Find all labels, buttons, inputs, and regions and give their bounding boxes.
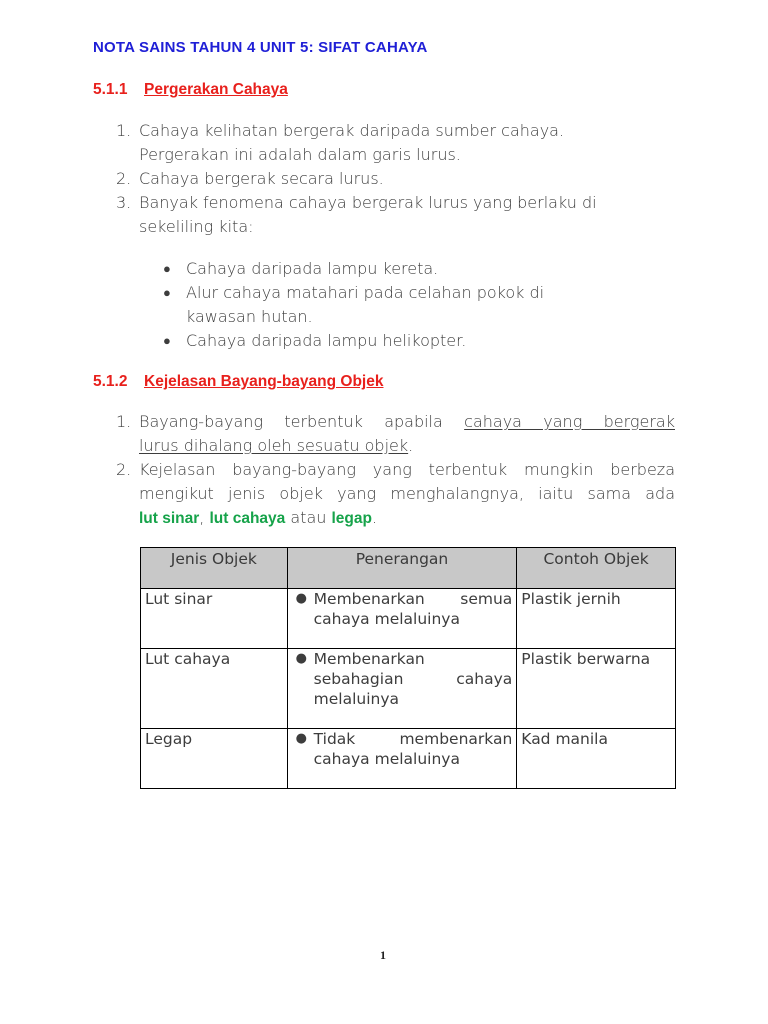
bullet-text: Cahaya daripada lampu kereta. [186,259,439,278]
separator: , [199,508,210,527]
bullet-icon: ● [163,262,171,277]
text-underlined: cahaya yang bergerak [464,412,675,431]
desc-line: cahaya melaluinya [313,610,460,628]
document-title: NOTA SAINS TAHUN 4 UNIT 5: SIFAT CAHAYA [93,39,428,56]
term-lut-sinar: lut sinar [139,510,200,527]
desc-line: sebahagian cahaya [313,670,513,688]
bullet-icon: ● [295,591,307,606]
bullet-icon: ● [163,334,171,349]
text-plain: . [408,436,414,455]
cell-type: Lut sinar [141,589,288,649]
desc-line: Membenarkan [313,650,425,668]
section-title: Pergerakan Cahaya [144,81,288,98]
column-header: Penerangan [287,548,517,589]
list-number: 1. [116,412,132,431]
list-text-cont [139,436,413,455]
cell-type: Lut cahaya [141,649,288,729]
section-heading-5-1-2 [93,373,383,391]
list-text [139,412,675,431]
table-row [141,729,676,789]
bullet-text: Cahaya daripada lampu helikopter. [186,331,467,350]
table-row [141,649,676,729]
section-title: Kejelasan Bayang-bayang Objek [144,373,384,390]
cell-example: Kad manila [517,729,676,789]
page-number: 1 [380,948,386,962]
list-text: Kejelasan bayang-bayang yang terbentuk mungkin berbeza [139,460,675,479]
bullet-text: Alur cahaya matahari pada celahan pokok di [186,283,545,302]
list-text: Banyak fenomena cahaya bergerak lurus yang berlaku di [139,193,597,212]
list-text-cont [139,508,377,528]
term-lut-cahaya: lut cahaya [209,510,286,527]
cell-example: Plastik jernih [517,589,676,649]
bullet-icon: ● [295,731,307,746]
cell-example: Plastik berwarna [517,649,676,729]
bullet-text-cont: kawasan hutan. [186,307,313,326]
list-text: Cahaya kelihatan bergerak daripada sumber cahaya. [139,121,565,140]
list-text: Cahaya bergerak secara lurus. [139,169,384,188]
desc-line: Membenarkan semua [313,590,513,608]
cell-desc [287,729,517,789]
object-types-table [140,547,676,789]
desc-line: Tidak membenarkan [313,730,513,748]
list-text-cont: Pergerakan ini adalah dalam garis lurus. [139,145,461,164]
desc-line: melaluinya [313,690,400,708]
list-number: 2. [116,169,132,188]
table-row [141,589,676,649]
list-number: 2. [116,460,132,479]
column-header: Jenis Objek [141,548,288,589]
list-number: 3. [116,193,132,212]
list-text-cont: mengikut jenis objek yang menghalangnya, iaitu sama ada [139,484,675,503]
cell-desc [287,649,517,729]
desc-line: cahaya melaluinya [313,750,460,768]
section-number: 5.1.1 [93,81,128,98]
column-header: Contoh Objek [517,548,676,589]
bullet-icon: ● [295,651,307,666]
text-underlined: lurus dihalang oleh sesuatu objek [139,436,409,455]
list-number: 1. [116,121,132,140]
section-number: 5.1.2 [93,373,128,390]
list-text-cont: sekeliling kita: [139,217,254,236]
cell-type: Legap [141,729,288,789]
cell-desc [287,589,517,649]
text-plain: Bayang-bayang terbentuk apabila [139,412,443,431]
bullet-icon: ● [163,286,171,301]
table-header-row [141,548,676,589]
term-legap: legap [331,510,372,527]
text-end: . [371,508,378,527]
section-heading-5-1-1 [93,81,288,99]
separator: atau [285,508,332,527]
